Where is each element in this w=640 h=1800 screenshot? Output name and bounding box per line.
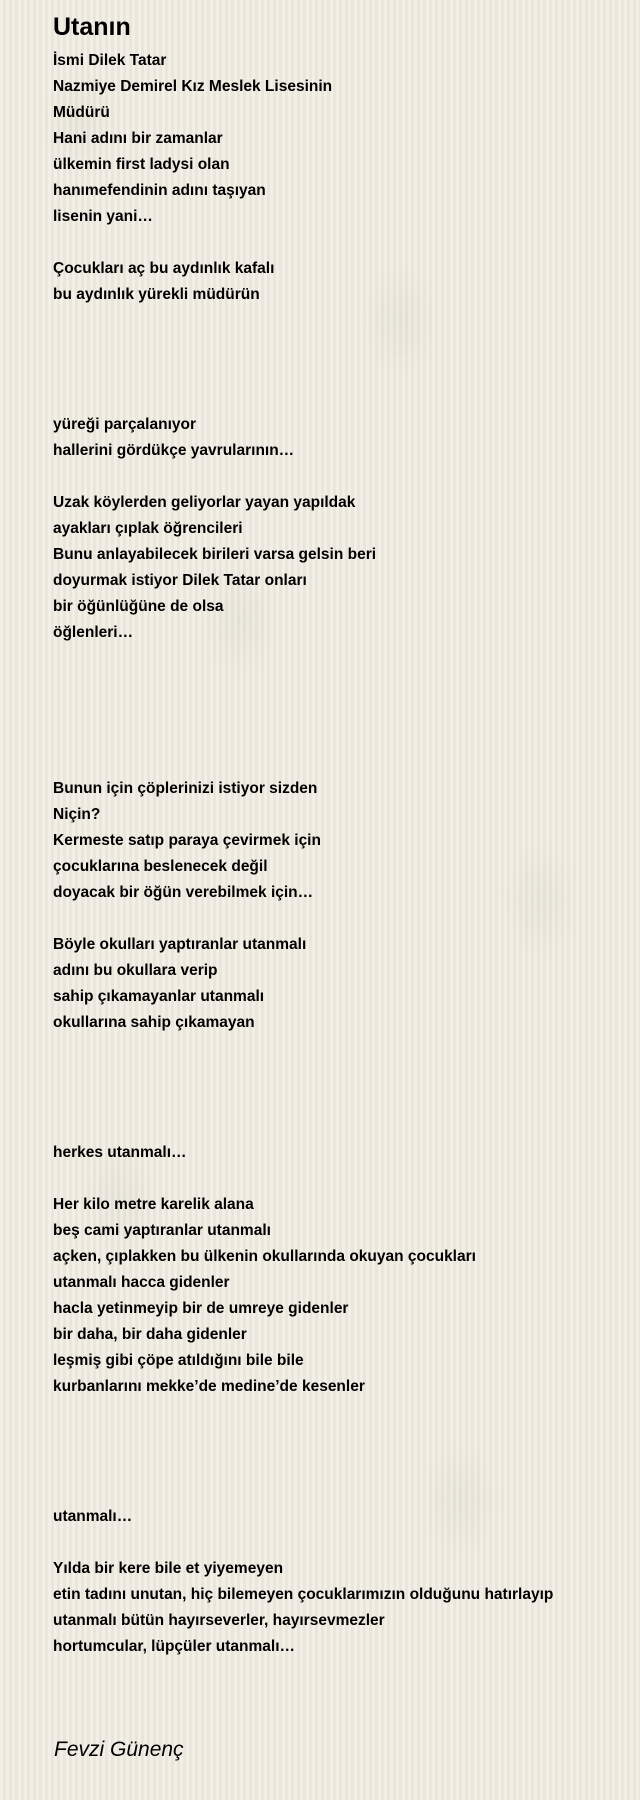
poem-blank-line	[53, 1452, 633, 1478]
poem-line: Niçin?	[53, 806, 101, 823]
poem-blank-line	[53, 1062, 633, 1088]
poem-blank-line	[53, 1166, 633, 1192]
poem-line: leşmiş gibi çöpe atıldığını bile bile	[53, 1352, 304, 1369]
poem-blank-line	[53, 464, 633, 490]
poem-line: hacla yetinmeyip bir de umreye gidenler	[53, 1300, 349, 1317]
poem-blank-line	[53, 386, 633, 412]
poem-line: kurbanlarını mekke’de medine’de kesenler	[53, 1378, 365, 1395]
poem-line: etin tadını unutan, hiç bilemeyen çocuklarımızın olduğunu hatırlayıp	[53, 1586, 554, 1603]
poem-blank-line	[53, 698, 633, 724]
poem-line: Yılda bir kere bile et yiyemeyen	[53, 1560, 284, 1577]
poem-line: yüreği parçalanıyor	[53, 416, 197, 433]
poem-line: Çocukları aç bu aydınlık kafalı	[53, 260, 275, 277]
poem-line: doyurmak istiyor Dilek Tatar onları	[53, 572, 307, 589]
poem-line: utanmalı hacca gidenler	[53, 1274, 230, 1291]
poem-line: sahip çıkamayanlar utanmalı	[53, 988, 265, 1005]
poem-blank-line	[53, 1114, 633, 1140]
poem-blank-line	[53, 334, 633, 360]
poem-line: Nazmiye Demirel Kız Meslek Lisesinin	[53, 78, 333, 95]
poem-blank-line	[53, 1036, 633, 1062]
poem-blank-line	[53, 672, 633, 698]
poem-line: lisenin yani…	[53, 208, 153, 225]
poem-blank-line	[53, 750, 633, 776]
poem-line: öğlenleri…	[53, 624, 134, 641]
poem-blank-line	[53, 1426, 633, 1452]
poem-blank-line	[53, 1088, 633, 1114]
poem-line: adını bu okullara verip	[53, 962, 218, 979]
poem-line: İsmi Dilek Tatar	[53, 52, 167, 69]
poem-line: hallerini gördükçe yavrularının…	[53, 442, 295, 459]
poem-line: Hani adını bir zamanlar	[53, 130, 223, 147]
poem-line: utanmalı bütün hayırseverler, hayırsevmezler	[53, 1612, 385, 1629]
poem-blank-line	[53, 360, 633, 386]
poem-line: Bunun için çöplerinizi istiyor sizden	[53, 780, 318, 797]
poem-line: Kermeste satıp paraya çevirmek için	[53, 832, 321, 849]
poem-blank-line	[53, 1478, 633, 1504]
poem-line: hanımefendinin adını taşıyan	[53, 182, 266, 199]
poem-blank-line	[53, 724, 633, 750]
poem-blank-line	[53, 906, 633, 932]
poem-line: bir öğünlüğüne de olsa	[53, 598, 224, 615]
poem-line: herkes utanmalı…	[53, 1144, 187, 1161]
poem-line: ayakları çıplak öğrencileri	[53, 520, 243, 537]
poem-line: açken, çıplakken bu ülkenin okullarında okuyan çocukları	[53, 1248, 476, 1265]
poem-line: Müdürü	[53, 104, 110, 121]
poem-blank-line	[53, 1530, 633, 1556]
poem-line: utanmalı…	[53, 1508, 133, 1525]
poem-line: Böyle okulları yaptıranlar utanmalı	[53, 936, 307, 953]
poem-line: okullarına sahip çıkamayan	[53, 1014, 255, 1031]
poem-line: Uzak köylerden geliyorlar yayan yapıldak	[53, 494, 356, 511]
poem-line: Her kilo metre karelik alana	[53, 1196, 254, 1213]
poem-body	[53, 48, 633, 1660]
poem-line: bu aydınlık yürekli müdürün	[53, 286, 260, 303]
poem-line: doyacak bir öğün verebilmek için…	[53, 884, 314, 901]
poem-line: beş cami yaptıranlar utanmalı	[53, 1222, 271, 1239]
poem-blank-line	[53, 1400, 633, 1426]
poem-line: Bunu anlayabilecek birileri varsa gelsin beri	[53, 546, 377, 563]
poem-page	[53, 10, 633, 1660]
poem-blank-line	[53, 308, 633, 334]
poem-line: ülkemin first ladysi olan	[53, 156, 230, 173]
poem-blank-line	[53, 230, 633, 256]
poem-line: hortumcular, lüpçüler utanmalı…	[53, 1638, 296, 1655]
poem-line: çocuklarına beslenecek değil	[53, 858, 268, 875]
poem-line: bir daha, bir daha gidenler	[53, 1326, 247, 1343]
poem-title: Utanın	[53, 13, 131, 41]
poem-blank-line	[53, 646, 633, 672]
poem-author: Fevzi Günenç	[54, 1738, 184, 1761]
